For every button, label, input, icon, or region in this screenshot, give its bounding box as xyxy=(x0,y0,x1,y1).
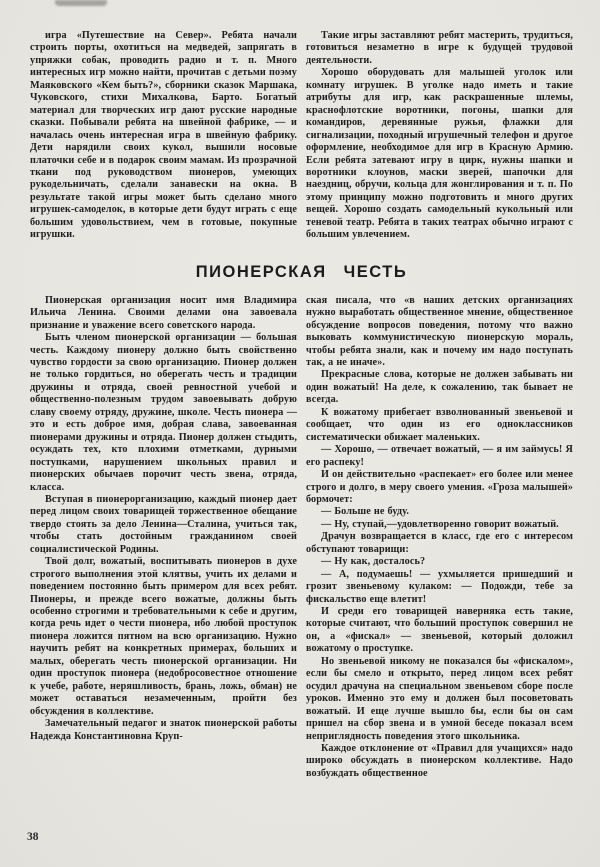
paragraph: Такие игры заставляют ребят мастерить, трудиться, готовиться незаметно в игре к будущей трудовой деятельности. xyxy=(306,30,573,66)
top-right-column xyxy=(306,30,573,242)
paragraph: Твой долг, вожатый, воспитывать пионеров в духе строгого выполнения этой клятвы, учить их делами и поведением постоянно быть примером для всех ребят. Пионеры, и прежде всего вожатые, должны быть особенно строгими и требовательными к себе и другим, когда речь идет о чести пионера, ибо любой проступок пионера ложится пятном на всю организацию. Нужно научить ребят на конкретных примерах, больших и малых, оберегать честь пионерской организации. Ни один проступок пионера (недобросовестное отношение к учебе, работе, неряшливость, брань, ложь, обман) не может оставаться незамеченным, пройти без обсуждения в коллективе. xyxy=(30,556,297,717)
paragraph: — Ну как, досталось? xyxy=(321,556,426,568)
paragraph: Замечательный педагог и знаток пионерской работы Надежда Константиновна Круп- xyxy=(30,718,297,742)
paragraph: — Ну, ступай,—удовлетворенно говорит вожатый. xyxy=(321,518,559,530)
bottom-left-column xyxy=(30,295,297,781)
top-section xyxy=(30,30,573,242)
paragraph: — Хорошо, — отвечает вожатый, — я им займусь! Я его распеку! xyxy=(306,444,573,468)
top-left-column xyxy=(30,30,297,242)
paragraph: ская писала, что «в наших детских организациях нужно выработать общественное мнение, общественное обсуждение вопросов поведения, потому что важно выковать коммунистическую пионерскую мораль, чтобы ребята знали, как и почему им надо поступать так, а не иначе». xyxy=(306,294,573,368)
paragraph: Но звеньевой никому не показался бы «фискалом», если бы смело и открыто, перед лицом всех ребят осудил драчуна на специальном звеньевом сборе после уроков. Именно это ему и должен был посоветовать вожатый. И еще лучше вышло бы, если бы он сам пришел на сбор звена и в умной беседе показал всем неприглядность поведения этого школьника. xyxy=(306,655,573,742)
scan-artifact xyxy=(55,0,107,6)
paragraph: Драчун возвращается в класс, где его с интересом обступают товарищи: xyxy=(306,531,573,555)
bottom-right-column xyxy=(306,295,573,781)
paragraph: И он действительно «распекает» его более или менее строго и долго, в меру своего умения. «Гроза малышей» бормочет: xyxy=(306,469,573,505)
paragraph: Каждое отклонение от «Правил для учащихся» надо широко обсуждать в пионерском коллективе. Надо возбуждать общественное xyxy=(306,743,573,779)
paragraph: Хорошо оборудовать для малышей уголок или комнату игрушек. В уголке надо иметь и такие атрибуты для игр, как раскрашенные шлемы, краснофлотские воротники, погоны, шапки для командиров, деревянные ружья, флажки для сигнализации, походный игрушечный телефон и другое оформление, необходимое для игр в Красную Армию. Если ребята затевают игру в цирк, нужны шапки и воротники клоунов, маски зверей, шапочки для наездниц, обручи, кольца для жонглирования и т. п. По этому принципу можно подготовить и много других вещей. Хорошо создать самодельный кукольный или теневой театр. Ребята в таких театрах обычно играют с большим увлечением. xyxy=(306,67,573,241)
paragraph: Пионерская организация носит имя Владимира Ильича Ленина. Своими делами она завоевала признание и уважение всего советского народа. xyxy=(30,294,297,331)
paragraph: Вступая в пионерорганизацию, каждый пионер дает перед лицом своих товарищей торжественное обещание твердо стоять за дело Ленина—Сталина, учиться так, чтобы стать достойным гражданином своей социалистической Родины. xyxy=(30,493,297,555)
paragraph: — А, подумаешь! — ухмыляется пришедший и грозит звеньевому кулаком: — Подожди, тебе за фискальство еще влетит! xyxy=(306,568,573,605)
section-heading: ПИОНЕРСКАЯ ЧЕСТЬ xyxy=(195,262,408,281)
bottom-section xyxy=(30,295,573,781)
paragraph: Быть членом пионерской организации — большая честь. Каждому пионеру должно быть свойственно чувство гордости за свою организацию. Пионер должен не только гордиться, но оберегать честь и традиции дружины и отряда, своей ревностной учебой и общественно-полезным трудом завоевывать добрую славу своему отряду, дружине, школе. Честь пионера — это и есть доброе имя, добрая слава, завоеванная пионерами дружины и отряда. Пионер должен стыдить, осуждать тех, кто плохими отметками, дурными поступками, нарушением школьных правил и пионерских обычаев порочит честь звена, отряда, класса. xyxy=(30,332,297,493)
page-number: 38 xyxy=(27,831,39,843)
paragraph: И среди его товарищей наверняка есть такие, которые считают, что больший проступок совершил не он, а «фискал» — звеньевой, который доложил вожатому о проступке. xyxy=(306,606,573,655)
paragraph: игра «Путешествие на Север». Ребята начали строить порты, охотиться на медведей, запрягать в упряжки собак, проводить радио и т. п. Много интересных игр можно найти, прочитав с детьми поэму Маяковского «Кем быть?», сборники сказок Маршака, Чуковского, стихи Михалкова, Барто. Богатый материал для творческих игр дают русские народные сказки. Побывали ребята на швейной фабрике, — и началась очень интересная игра в швейную фабрику. Дети нарядили своих кукол, вышили носовые платочки себе и в подарок своим мамам. Из прозрачной ткани под руководством пионеров, умеющих рукодельничать, сделали занавески на окна. В результате такой игры может быть сделано много игрушек-самоделок, в которые дети будут играть с еще большим удовольствием, чем в готовые, покупные игрушки. xyxy=(30,30,297,241)
paragraph: Прекрасные слова, которые не должен забывать ни один вожатый! На деле, к сожалению, так бывает не всегда. xyxy=(306,369,573,406)
paragraph: К вожатому прибегает взволнованный звеньевой и сообщает, что один из его одноклассников систематически обижает маленьких. xyxy=(306,406,573,443)
paragraph: — Больше не буду. xyxy=(321,506,409,518)
